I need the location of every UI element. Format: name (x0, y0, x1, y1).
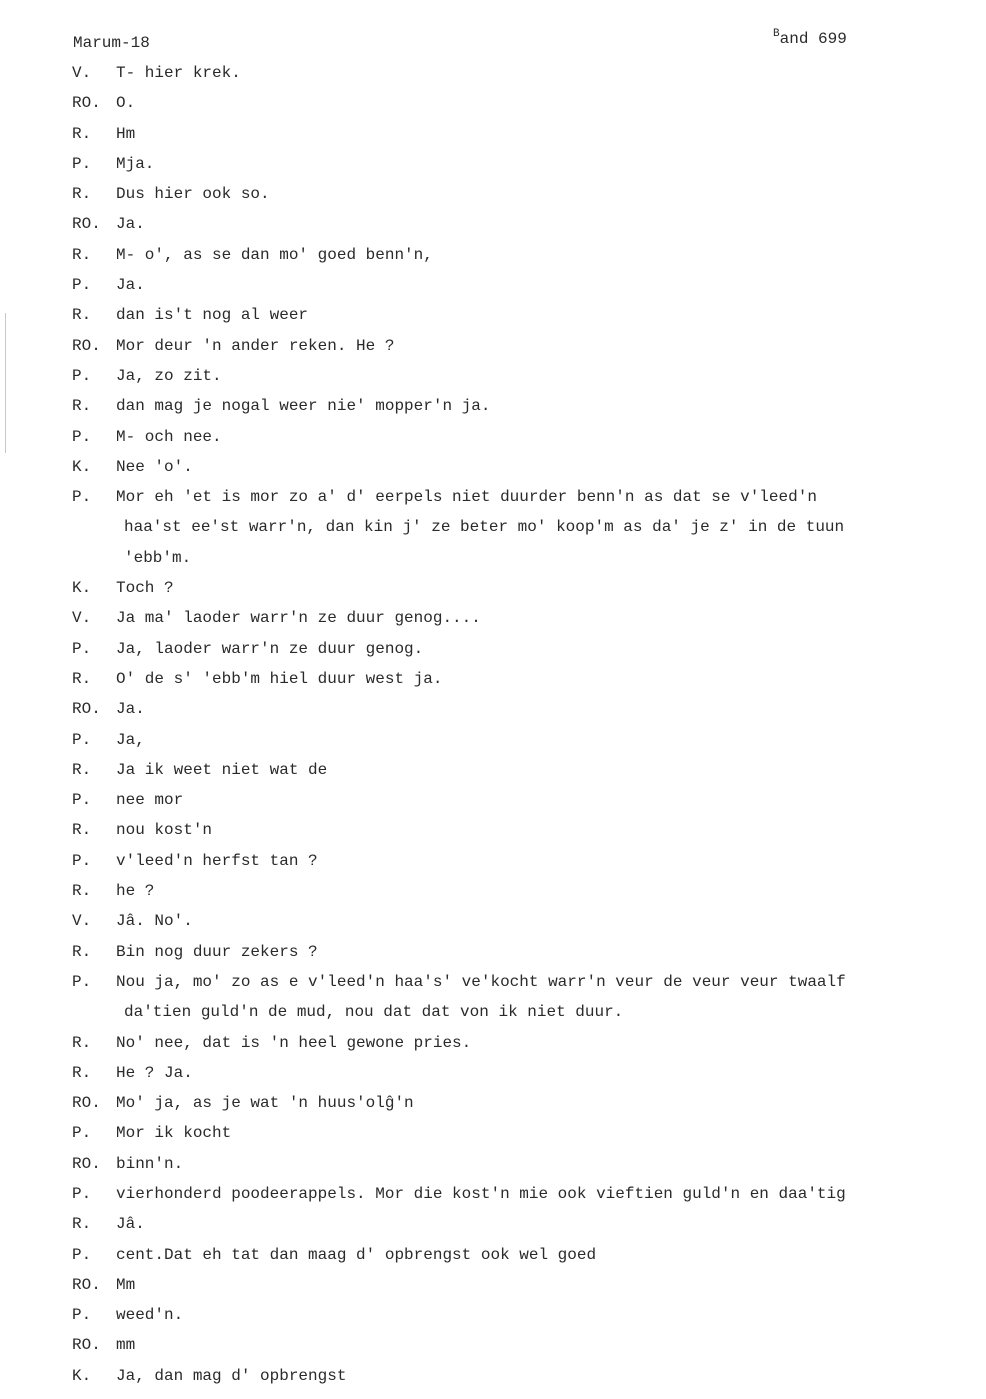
speaker-label: R. (72, 306, 92, 325)
utterance-text: Jâ. No'. (116, 912, 193, 931)
speaker-label: R. (72, 185, 92, 204)
transcript-line (0, 1211, 986, 1241)
utterance-text: Toch ? (116, 579, 174, 598)
transcript-line (0, 151, 986, 181)
utterance-text: Ja. (116, 276, 145, 295)
utterance-text: Ja ma' laoder warr'n ze duur genog.... (116, 609, 481, 628)
transcript-line (0, 181, 986, 211)
transcript-line (0, 878, 986, 908)
utterance-text: Ja. (116, 215, 145, 234)
utterance-text: Ja ik weet niet wat de (116, 760, 328, 779)
utterance-text: Hm (116, 124, 136, 143)
tape-number-rest: and 699 (779, 30, 847, 48)
speaker-label: R. (72, 1063, 92, 1082)
speaker-label: K. (72, 457, 92, 476)
transcript-line (0, 211, 986, 241)
utterance-text: dan is't nog al weer (116, 306, 309, 325)
transcript-line (0, 999, 986, 1029)
transcript-line (0, 1060, 986, 1090)
speaker-label: P. (72, 791, 92, 810)
transcript-line (0, 60, 986, 90)
utterance-text: weed'n. (116, 1306, 184, 1325)
utterance-text: M- och nee. (116, 427, 222, 446)
transcript-line (0, 121, 986, 151)
speaker-label: P. (72, 1245, 92, 1264)
utterance-text: Nee 'o'. (116, 457, 193, 476)
utterance-text: Ja, laoder warr'n ze duur genog. (116, 639, 424, 658)
transcript-line (0, 696, 986, 726)
transcript-line (0, 272, 986, 302)
transcript-line (0, 1332, 986, 1362)
transcript-line (0, 1272, 986, 1302)
speaker-label: P. (72, 154, 92, 173)
utterance-text: T- hier krek. (116, 64, 241, 82)
utterance-text: binn'n. (116, 1154, 184, 1173)
transcript-line (0, 484, 986, 514)
transcript-line (0, 302, 986, 332)
transcript-line (0, 969, 986, 999)
utterance-text: he ? (116, 882, 155, 901)
utterance-text: v'leed'n herfst tan ? (116, 851, 318, 870)
speaker-label: RO. (72, 215, 101, 234)
transcript-line (0, 1363, 986, 1393)
speaker-label: P. (72, 639, 92, 658)
speaker-label: R. (72, 1033, 92, 1052)
transcript-body (0, 60, 986, 1393)
transcript-line (0, 90, 986, 120)
transcript-line (0, 393, 986, 423)
transcript-line (0, 333, 986, 363)
speaker-label: R. (72, 245, 92, 264)
speaker-label: P. (72, 1124, 92, 1143)
speaker-label: RO. (72, 94, 101, 113)
transcript-line (0, 666, 986, 696)
transcript-line (0, 363, 986, 393)
utterance-text: M- o', as se dan mo' goed benn'n, (116, 245, 433, 264)
utterance-text: No' nee, dat is 'n heel gewone pries. (116, 1033, 472, 1052)
speaker-label: R. (72, 942, 92, 961)
utterance-text: Mja. (116, 154, 155, 173)
transcript-line (0, 636, 986, 666)
utterance-text: Ja, dan mag d' opbrengst (116, 1366, 347, 1385)
utterance-text: Ja, zo zit. (116, 366, 222, 385)
speaker-label: R. (72, 1215, 92, 1234)
document-id: Marum-18 (73, 34, 150, 52)
transcript-line (0, 787, 986, 817)
utterance-continuation: da'tien guld'n de mud, nou dat dat von ik niet duur. (124, 1003, 624, 1022)
speaker-label: RO. (72, 336, 101, 355)
speaker-label: RO. (72, 1275, 101, 1294)
transcript-line (0, 757, 986, 787)
speaker-label: P. (72, 488, 92, 507)
speaker-label: R. (72, 760, 92, 779)
utterance-text: Mor deur 'n ander reken. He ? (116, 336, 395, 355)
speaker-label: R. (72, 397, 92, 416)
speaker-label: P. (72, 972, 92, 991)
transcript-line (0, 424, 986, 454)
transcript-line (0, 817, 986, 847)
transcript-line (0, 1181, 986, 1211)
utterance-text: Mor ik kocht (116, 1124, 232, 1143)
transcript-line (0, 545, 986, 575)
speaker-label: R. (72, 124, 92, 143)
utterance-text: Dus hier ook so. (116, 185, 270, 204)
utterance-text: dan mag je nogal weer nie' mopper'n ja. (116, 397, 491, 416)
speaker-label: K. (72, 579, 92, 598)
transcript-line (0, 454, 986, 484)
utterance-text: nou kost'n (116, 821, 213, 840)
transcript-line (0, 575, 986, 605)
transcript-line (0, 1151, 986, 1181)
transcript-line (0, 908, 986, 938)
utterance-continuation: haa'st ee'st warr'n, dan kin j' ze beter mo' koop'm as da' je z' in de tuun (124, 518, 845, 537)
speaker-label: P. (72, 851, 92, 870)
transcript-line (0, 1090, 986, 1120)
speaker-label: V. (72, 64, 92, 82)
transcript-line (0, 939, 986, 969)
utterance-text: Jâ. (116, 1215, 145, 1234)
transcript-line (0, 514, 986, 544)
transcript-line (0, 1302, 986, 1332)
utterance-text: Ja. (116, 700, 145, 719)
transcript-line (0, 242, 986, 272)
utterance-text: Ja, (116, 730, 145, 749)
utterance-text: Bin nog duur zekers ? (116, 942, 318, 961)
utterance-text: Nou ja, mo' zo as e v'leed'n haa's' ve'kocht warr'n veur de veur veur twaalf (116, 972, 846, 991)
utterance-text: mm (116, 1336, 136, 1355)
speaker-label: P. (72, 1184, 92, 1203)
utterance-text: Mm (116, 1275, 136, 1294)
utterance-text: Mo' ja, as je wat 'n huus'olĝ'n (116, 1094, 414, 1113)
transcript-line (0, 727, 986, 757)
tape-number (773, 30, 847, 48)
speaker-label: R. (72, 821, 92, 840)
speaker-label: P. (72, 366, 92, 385)
speaker-label: P. (72, 1306, 92, 1325)
utterance-text: nee mor (116, 791, 184, 810)
transcript-line (0, 848, 986, 878)
transcript-line (0, 1242, 986, 1272)
transcript-line (0, 1030, 986, 1060)
speaker-label: R. (72, 882, 92, 901)
speaker-label: RO. (72, 1336, 101, 1355)
utterance-text: Mor eh 'et is mor zo a' d' eerpels niet duurder benn'n as dat se v'leed'n (116, 488, 817, 507)
transcript-line (0, 1120, 986, 1150)
utterance-text: O' de s' 'ebb'm hiel duur west ja. (116, 669, 443, 688)
utterance-text: He ? Ja. (116, 1063, 193, 1082)
utterance-text: O. (116, 94, 136, 113)
speaker-label: RO. (72, 1094, 101, 1113)
speaker-label: P. (72, 427, 92, 446)
tape-number-initial: B (773, 28, 780, 40)
transcript-line (0, 605, 986, 635)
speaker-label: RO. (72, 1154, 101, 1173)
utterance-text: vierhonderd poodeerappels. Mor die kost'n mie ook vieftien guld'n en daa'tig (116, 1184, 846, 1203)
speaker-label: P. (72, 730, 92, 749)
utterance-text: cent.Dat eh tat dan maag d' opbrengst ook wel goed (116, 1245, 597, 1264)
utterance-continuation: 'ebb'm. (124, 548, 192, 567)
speaker-label: R. (72, 669, 92, 688)
speaker-label: V. (72, 609, 92, 628)
speaker-label: K. (72, 1366, 92, 1385)
speaker-label: P. (72, 276, 92, 295)
speaker-label: V. (72, 912, 92, 931)
speaker-label: RO. (72, 700, 101, 719)
